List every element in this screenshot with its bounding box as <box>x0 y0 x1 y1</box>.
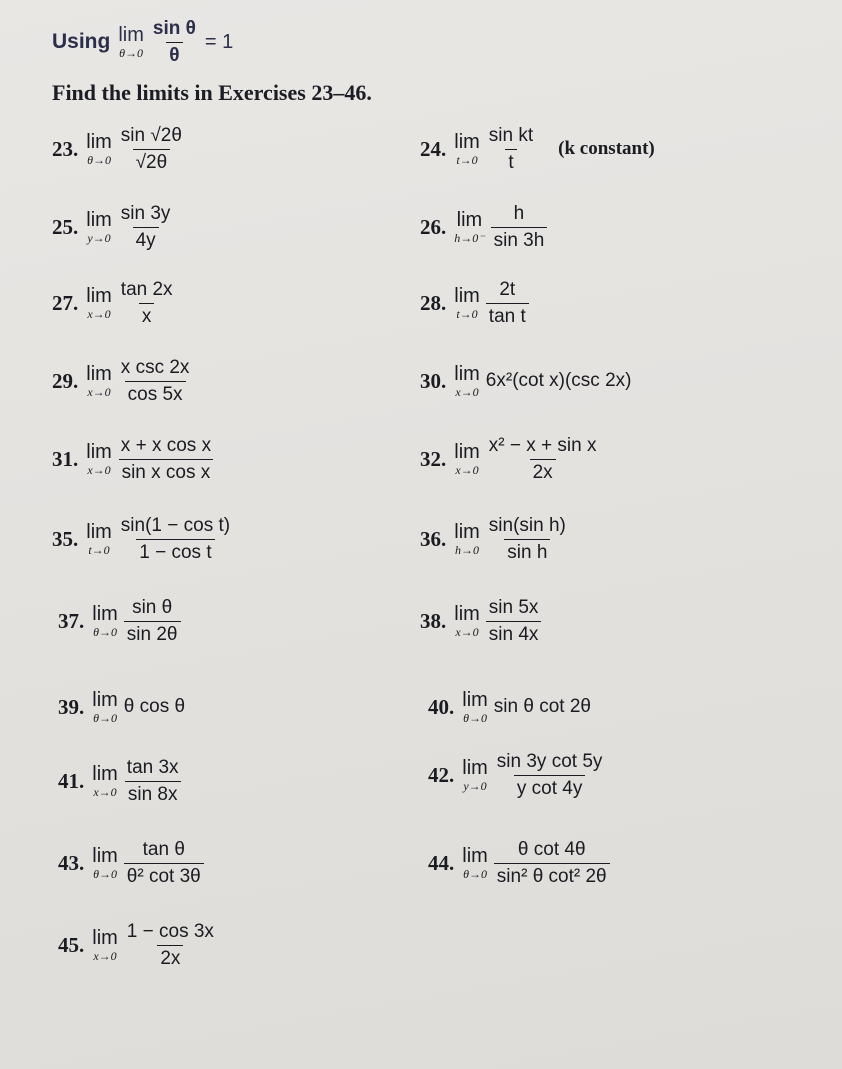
lim-word: lim <box>86 520 112 543</box>
header-fraction <box>150 18 199 67</box>
fraction <box>124 839 204 888</box>
denominator: tan t <box>486 303 529 328</box>
numerator: sin θ <box>132 596 173 618</box>
limit-operator <box>454 210 484 245</box>
lim-subscript: x→0 <box>87 384 111 399</box>
numerator: x csc 2x <box>120 356 190 378</box>
numerator: θ cot 4θ <box>517 838 586 860</box>
exercise-number: 37. <box>58 608 85 633</box>
exercise-number: 42. <box>428 762 455 787</box>
exercise-25 <box>52 196 173 258</box>
numerator: sin(sin h) <box>488 514 566 536</box>
exercise-number: 32. <box>420 446 447 471</box>
lim-subscript: θ→0 <box>87 152 111 167</box>
lim-subscript: x→0 <box>455 624 479 639</box>
fraction <box>118 515 233 564</box>
exercise-number: 28. <box>420 290 447 315</box>
lim-subscript: θ→0 <box>93 710 117 725</box>
expression: sin θ cot 2θ <box>493 696 591 717</box>
header-lim-word: lim <box>118 23 144 46</box>
denominator: sin 4x <box>486 621 542 646</box>
lim-subscript: θ→0 <box>93 866 117 881</box>
exercise-number: 40. <box>428 694 455 719</box>
limit-operator <box>92 604 118 639</box>
fraction <box>124 597 181 646</box>
numerator: h <box>513 202 525 224</box>
exercise-note: (k constant) <box>558 138 655 159</box>
exercise-number: 23. <box>52 136 79 161</box>
fraction <box>118 357 193 406</box>
expression: θ cos θ <box>123 696 186 717</box>
numerator: 2t <box>499 278 516 300</box>
exercise-number: 38. <box>420 608 447 633</box>
denominator: x <box>139 303 155 328</box>
exercise-number: 30. <box>420 368 447 393</box>
fraction <box>118 435 214 484</box>
exercise-38 <box>420 590 541 652</box>
section-instruction: Find the limits in Exercises 23–46. <box>52 80 372 105</box>
lim-subscript: x→0 <box>87 462 111 477</box>
exercise-24 <box>420 118 655 180</box>
lim-word: lim <box>454 362 480 385</box>
denominator: √2θ <box>133 149 171 174</box>
exercise-39 <box>58 676 185 738</box>
numerator: tan 2x <box>120 278 173 300</box>
denominator: sin x cos x <box>119 459 214 484</box>
header-limit <box>118 25 144 60</box>
exercise-number: 45. <box>58 932 85 957</box>
numerator: sin(1 − cos t) <box>120 514 231 536</box>
lim-word: lim <box>92 762 118 785</box>
limit-operator <box>86 364 112 399</box>
lim-subscript: y→0 <box>87 230 111 245</box>
denominator: y cot 4y <box>514 775 585 800</box>
denominator: sin h <box>504 539 550 564</box>
exercise-number: 27. <box>52 290 79 315</box>
denominator: sin 2θ <box>124 621 181 646</box>
fraction <box>494 839 610 888</box>
numerator: sin kt <box>488 124 534 146</box>
header-lim-sub: θ→0 <box>119 45 144 60</box>
lim-word: lim <box>92 926 118 949</box>
numerator: 1 − cos 3x <box>126 920 214 942</box>
numerator: x + x cos x <box>120 434 212 456</box>
fraction <box>486 435 600 484</box>
limit-operator <box>86 210 112 245</box>
denominator: 4y <box>133 227 159 252</box>
numerator: sin √2θ <box>120 124 182 146</box>
limit-operator <box>454 604 480 639</box>
exercise-31 <box>52 428 214 490</box>
lim-word: lim <box>454 130 480 153</box>
limit-operator <box>462 758 488 793</box>
limit-operator <box>454 286 480 321</box>
lim-word: lim <box>454 602 480 625</box>
fraction <box>494 751 606 800</box>
limit-operator <box>454 132 480 167</box>
lim-word: lim <box>454 520 480 543</box>
fraction <box>118 203 174 252</box>
denominator: 1 − cos t <box>136 539 214 564</box>
exercise-29 <box>52 350 192 412</box>
exercise-23 <box>52 118 185 180</box>
fraction <box>118 125 185 174</box>
exercise-number: 35. <box>52 526 79 551</box>
exercise-40 <box>428 676 591 738</box>
lim-word: lim <box>454 440 480 463</box>
lim-subscript: x→0 <box>455 384 479 399</box>
fraction <box>486 125 536 174</box>
denominator: sin² θ cot² 2θ <box>494 863 610 888</box>
fraction <box>491 203 548 252</box>
lim-word: lim <box>456 208 483 231</box>
exercise-number: 26. <box>420 214 447 239</box>
exercise-number: 43. <box>58 850 85 875</box>
numerator: tan θ <box>142 838 185 860</box>
exercise-number: 39. <box>58 694 85 719</box>
exercise-30 <box>420 350 631 412</box>
fraction <box>124 921 217 970</box>
numerator: sin 3y <box>120 202 171 224</box>
exercise-number: 44. <box>428 850 455 875</box>
lim-word: lim <box>86 208 112 231</box>
lim-word: lim <box>462 756 488 779</box>
lim-word: lim <box>86 440 112 463</box>
lim-word: lim <box>92 602 118 625</box>
limit-operator <box>92 764 118 799</box>
header-intro: Using <box>52 30 111 53</box>
fraction <box>486 597 542 646</box>
exercise-number: 29. <box>52 368 79 393</box>
limit-operator <box>462 690 488 725</box>
limit-operator <box>92 690 118 725</box>
lim-subscript: t→0 <box>456 306 478 321</box>
exercise-36 <box>420 508 569 570</box>
lim-word: lim <box>86 362 112 385</box>
lim-subscript: t→0 <box>456 152 478 167</box>
lim-subscript: θ→0 <box>463 866 487 881</box>
lim-subscript: θ→0 <box>463 710 487 725</box>
exercise-32 <box>420 428 600 490</box>
exercise-45 <box>58 914 217 976</box>
fraction <box>118 279 176 328</box>
lim-word: lim <box>462 688 488 711</box>
lim-word: lim <box>92 688 118 711</box>
numerator: tan 3x <box>126 756 179 778</box>
limit-operator <box>86 442 112 477</box>
lim-word: lim <box>462 844 488 867</box>
lim-subscript: h→0 <box>455 542 480 557</box>
exercise-35 <box>52 508 233 570</box>
exercise-number: 36. <box>420 526 447 551</box>
numerator: x² − x + sin x <box>488 434 597 456</box>
numerator: sin 3y cot 5y <box>496 750 603 772</box>
limit-operator <box>454 442 480 477</box>
denominator: sin 3h <box>491 227 548 252</box>
limit-operator <box>454 522 480 557</box>
header-denominator: θ <box>166 42 182 67</box>
exercise-43 <box>58 832 204 894</box>
denominator: 2x <box>157 945 183 970</box>
lim-subscript: x→0 <box>93 948 117 963</box>
lim-subscript: y→0 <box>463 778 487 793</box>
lim-word: lim <box>454 284 480 307</box>
limit-operator <box>86 522 112 557</box>
fraction <box>486 515 569 564</box>
lim-word: lim <box>92 844 118 867</box>
denominator: t <box>505 149 516 174</box>
lim-subscript: h→0⁻ <box>454 230 485 245</box>
numerator: sin 5x <box>488 596 539 618</box>
header-equals: = 1 <box>204 30 234 53</box>
lim-subscript: x→0 <box>455 462 479 477</box>
limit-operator <box>92 846 118 881</box>
exercise-28 <box>420 272 529 334</box>
limit-operator <box>462 846 488 881</box>
exercise-41 <box>58 750 182 812</box>
exercise-number: 25. <box>52 214 79 239</box>
exercise-37 <box>58 590 181 652</box>
lim-subscript: x→0 <box>87 306 111 321</box>
fraction <box>124 757 182 806</box>
exercise-26 <box>420 196 547 258</box>
exercise-42 <box>428 744 605 806</box>
exercise-number: 31. <box>52 446 79 471</box>
limit-operator <box>454 364 480 399</box>
lim-word: lim <box>86 284 112 307</box>
lim-subscript: θ→0 <box>93 624 117 639</box>
header-numerator: sin θ <box>152 17 196 39</box>
lim-subscript: t→0 <box>88 542 110 557</box>
exercise-number: 41. <box>58 768 85 793</box>
exercise-number: 24. <box>420 136 447 161</box>
exercise-27 <box>52 272 176 334</box>
expression: 6x²(cot x)(csc 2x) <box>485 370 632 391</box>
denominator: sin 8x <box>125 781 181 806</box>
denominator: θ² cot 3θ <box>124 863 204 888</box>
denominator: cos 5x <box>125 381 186 406</box>
limit-operator <box>86 132 112 167</box>
limit-operator <box>92 928 118 963</box>
lim-subscript: x→0 <box>93 784 117 799</box>
limit-operator <box>86 286 112 321</box>
header-formula <box>52 14 233 70</box>
denominator: 2x <box>530 459 556 484</box>
exercise-44 <box>428 832 610 894</box>
lim-word: lim <box>86 130 112 153</box>
fraction <box>486 279 529 328</box>
